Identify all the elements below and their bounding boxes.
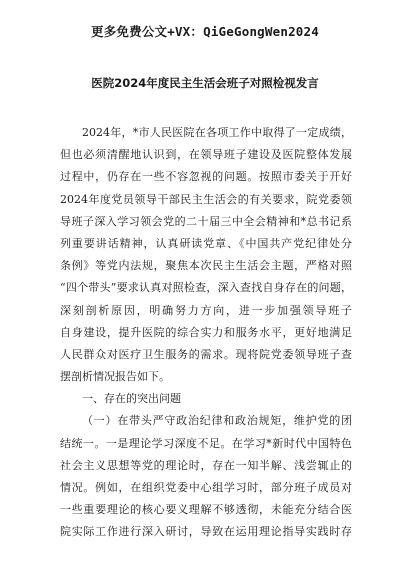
body-line: 过程中，仍存在一些不容忽视的问题。按照市委关于开好 bbox=[60, 170, 352, 184]
body-line: 摆剖析情况报告如下。 bbox=[60, 370, 170, 384]
section-heading: 一、存在的突出问题 bbox=[82, 392, 181, 406]
body-line: 院实际工作进行深入研讨，导致在运用理论指导实践时存 bbox=[60, 525, 352, 539]
body-line: 深刻剖析原因，明确努力方向，进一步加强领导班子 bbox=[60, 303, 352, 317]
body-line: 情况。例如，在组织党委中心组学习时，部分班子成员对 bbox=[60, 481, 352, 494]
body-line: 结统一。一是理论学习深度不足。在学习*新时代中国特色 bbox=[60, 436, 352, 450]
body-line: 2024年，*市人民医院在各项工作中取得了一定成绩， bbox=[82, 126, 352, 139]
body-line: 列重要讲话精神，认真研读党章、《中国共产党纪律处分 bbox=[60, 236, 352, 250]
body-line: 但也必须清醒地认识到，在领导班子建设及医院整体发展 bbox=[60, 148, 352, 162]
promo-banner: 更多免费公文+VX：QiGeGongWen2024 bbox=[91, 24, 319, 39]
body-line: 一些重要理论的核心要义理解不够透彻，未能充分结合医 bbox=[60, 503, 352, 517]
body-line: 导班子深入学习领会党的二十届三中全会精神和*总书记系 bbox=[60, 214, 352, 228]
body-line: 人民群众对医疗卫生服务的需求。现将院党委领导班子查 bbox=[60, 347, 352, 361]
document-title: 医院2024年度民主生活会班子对照检视发言 bbox=[91, 76, 319, 90]
body-line: 社会主义思想等党的理论时，存在一知半解、浅尝辄止的 bbox=[60, 458, 352, 472]
body-line: 自身建设，提升医院的综合实力和服务水平，更好地满足 bbox=[60, 325, 352, 339]
body-line: 条例》等党内法规，聚焦本次民主生活会主题，严格对照 bbox=[60, 259, 352, 273]
document-body bbox=[60, 122, 352, 544]
body-line: “四个带头”要求认真对照检查，深入查找自身存在的问题， bbox=[60, 281, 352, 295]
body-line: （一）在带头严守政治纪律和政治规矩，维护党的团 bbox=[82, 414, 352, 428]
body-line: 2024年度党员领导干部民主生活会的有关要求，院党委领 bbox=[60, 192, 352, 206]
